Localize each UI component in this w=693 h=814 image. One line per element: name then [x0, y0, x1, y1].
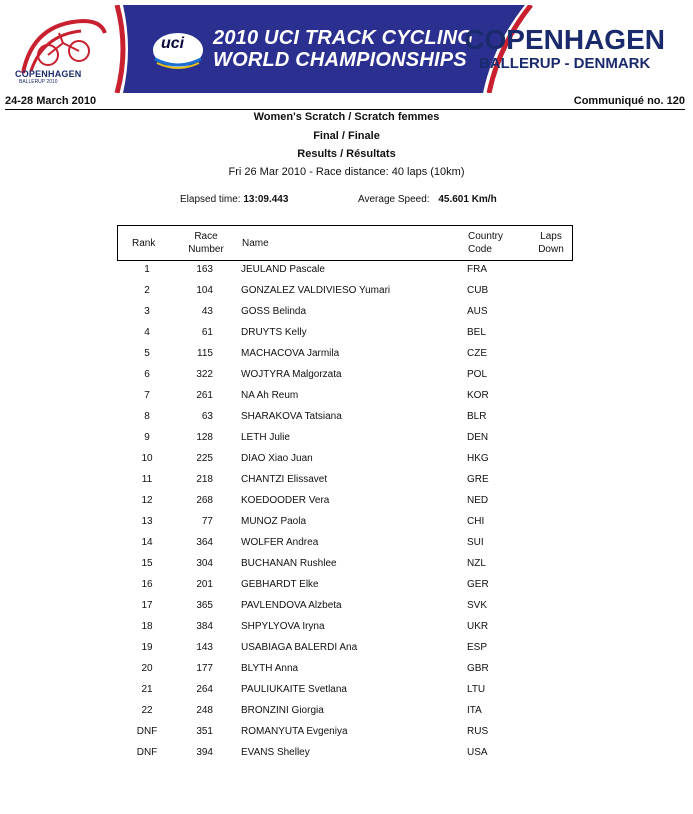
row-rider-name: WOJTYRA Malgorzata: [241, 369, 342, 380]
row-rider-name: NA Ah Reum: [241, 390, 299, 401]
row-country-code: SVK: [467, 600, 488, 611]
elapsed-time-value: 13:09.443: [243, 194, 289, 205]
average-speed: [358, 194, 497, 205]
event-title: Women's Scratch / Scratch femmes: [253, 111, 440, 123]
table-row: [117, 348, 573, 369]
average-speed-label: Average Speed:: [358, 194, 430, 205]
row-rank: 14: [141, 537, 153, 548]
row-rank: 16: [141, 579, 153, 590]
header-laps-line2: Down: [538, 244, 564, 255]
elapsed-time-label: Elapsed time:: [180, 194, 241, 205]
row-country-code: NED: [467, 495, 489, 506]
document-subheader: [5, 95, 685, 110]
row-rank: 2: [144, 285, 150, 296]
table-row: [117, 537, 573, 558]
header-race-number: [186, 230, 226, 256]
row-country-code: POL: [467, 369, 488, 380]
row-rank: 22: [141, 705, 153, 716]
row-rider-name: DIAO Xiao Juan: [241, 453, 313, 464]
row-rider-name: EVANS Shelley: [241, 747, 310, 758]
championship-title-line1: 2010 UCI TRACK CYCLING: [213, 27, 473, 49]
row-rider-name: PAULIUKAITE Svetlana: [241, 684, 347, 695]
header-country-code: [468, 230, 503, 256]
header-banner: [5, 5, 687, 93]
table-row: [117, 684, 573, 705]
row-rank: 6: [144, 369, 150, 380]
row-country-code: ESP: [467, 642, 488, 653]
row-rider-name: JEULAND Pascale: [241, 264, 325, 275]
average-speed-value: 45.601 Km/h: [438, 194, 497, 205]
row-race-number: 177: [196, 663, 213, 674]
row-rank: 12: [141, 495, 153, 506]
row-rank: 11: [141, 474, 153, 485]
row-rank: DNF: [136, 747, 158, 758]
row-country-code: GRE: [467, 474, 489, 485]
row-country-code: CZE: [467, 348, 487, 359]
row-race-number: 351: [196, 726, 213, 737]
table-row: [117, 453, 573, 474]
event-section: Results / Résultats: [297, 148, 396, 160]
row-race-number: 218: [196, 474, 213, 485]
row-rider-name: MUNOZ Paola: [241, 516, 307, 527]
row-race-number: 225: [196, 453, 213, 464]
venue-location: BALLERUP - DENMARK: [478, 55, 651, 72]
table-row: [117, 663, 573, 684]
event-info: Fri 26 Mar 2010 - Race distance: 40 laps (10km): [228, 166, 465, 178]
row-rank: 1: [144, 264, 150, 275]
row-rank: DNF: [136, 726, 158, 737]
row-country-code: RUS: [467, 726, 489, 737]
results-table-header: [117, 225, 573, 261]
row-country-code: FRA: [467, 264, 487, 275]
row-race-number: 304: [196, 558, 213, 569]
row-rank: 20: [141, 663, 153, 674]
row-race-number: 268: [196, 495, 213, 506]
row-rider-name: DRUYTS Kelly: [241, 327, 307, 338]
header-rank: Rank: [132, 238, 156, 249]
championship-title-line2: WORLD CHAMPIONSHIPS: [213, 49, 467, 71]
row-country-code: NZL: [467, 558, 486, 569]
row-rank: 10: [141, 453, 153, 464]
row-race-number: 384: [196, 621, 213, 632]
row-race-number: 128: [196, 432, 213, 443]
table-row: [117, 285, 573, 306]
row-rider-name: BRONZINI Giorgia: [241, 705, 324, 716]
row-rank: 17: [141, 600, 153, 611]
table-row: [117, 327, 573, 348]
row-rider-name: KOEDOODER Vera: [241, 495, 330, 506]
row-race-number: 201: [196, 579, 213, 590]
header-laps-line1: Laps: [540, 231, 562, 242]
row-race-number: 264: [196, 684, 213, 695]
row-rank: 8: [144, 411, 150, 422]
row-race-number: 43: [201, 306, 213, 317]
table-row: [117, 558, 573, 579]
row-country-code: BLR: [467, 411, 487, 422]
row-rider-name: MACHACOVA Jarmila: [241, 348, 340, 359]
row-rider-name: ROMANYUTA Evgeniya: [241, 726, 348, 737]
row-country-code: USA: [467, 747, 488, 758]
row-rider-name: LETH Julie: [241, 432, 290, 443]
row-race-number: 248: [196, 705, 213, 716]
row-rider-name: BUCHANAN Rushlee: [241, 558, 337, 569]
row-rider-name: USABIAGA BALERDI Ana: [241, 642, 358, 653]
row-country-code: AUS: [467, 306, 488, 317]
table-row: [117, 411, 573, 432]
venue-city: COPENHAGEN: [464, 24, 665, 55]
row-race-number: 63: [201, 411, 213, 422]
row-rank: 4: [144, 327, 150, 338]
table-row: [117, 747, 573, 768]
row-race-number: 104: [196, 285, 213, 296]
row-race-number: 77: [201, 516, 213, 527]
header-country-line2: Code: [468, 244, 492, 255]
row-country-code: UKR: [467, 621, 489, 632]
row-rank: 9: [144, 432, 150, 443]
row-race-number: 322: [196, 369, 213, 380]
row-rank: 21: [141, 684, 153, 695]
row-rider-name: GEBHARDT Elke: [241, 579, 319, 590]
row-race-number: 115: [197, 348, 213, 359]
row-rider-name: BLYTH Anna: [241, 663, 299, 674]
row-rank: 19: [141, 642, 153, 653]
table-row: [117, 390, 573, 411]
header-name: Name: [242, 238, 269, 249]
row-country-code: HKG: [467, 453, 489, 464]
table-row: [117, 474, 573, 495]
row-country-code: SUI: [467, 537, 484, 548]
header-country-line1: Country: [468, 231, 504, 242]
row-rank: 15: [141, 558, 153, 569]
uci-logo-text: uci: [161, 35, 185, 52]
row-rider-name: SHARAKOVA Tatsiana: [241, 411, 342, 422]
row-rider-name: GONZALEZ VALDIVIESO Yumari: [241, 285, 391, 296]
table-row: [117, 621, 573, 642]
table-row: [117, 264, 573, 285]
row-rider-name: CHANTZI Elissavet: [241, 474, 328, 485]
header-race-number-line2: Number: [188, 244, 224, 255]
row-country-code: DEN: [467, 432, 489, 443]
row-country-code: ITA: [467, 705, 482, 716]
elapsed-time: [180, 194, 288, 205]
header-laps-down: [536, 230, 566, 256]
row-rank: 7: [144, 390, 150, 401]
row-country-code: GBR: [467, 663, 489, 674]
row-rank: 13: [141, 516, 153, 527]
header-race-number-line1: Race: [194, 231, 218, 242]
communique-number: Communiqué no. 120: [573, 95, 685, 107]
row-country-code: CUB: [467, 285, 489, 296]
table-row: [117, 306, 573, 327]
row-country-code: CHI: [467, 516, 485, 527]
table-row: [117, 495, 573, 516]
row-race-number: 163: [196, 264, 213, 275]
championship-title: [213, 27, 473, 71]
row-rider-name: GOSS Belinda: [241, 306, 307, 317]
row-race-number: 61: [201, 327, 213, 338]
table-row: [117, 579, 573, 600]
table-row: [117, 600, 573, 621]
row-rider-name: WOLFER Andrea: [241, 537, 319, 548]
event-dates: 24-28 March 2010: [5, 95, 97, 107]
row-rider-name: SHPYLYOVA Iryna: [241, 621, 325, 632]
venue-title: [464, 25, 665, 73]
row-country-code: LTU: [467, 684, 486, 695]
row-race-number: 364: [196, 537, 213, 548]
table-row: [117, 516, 573, 537]
table-row: [117, 369, 573, 390]
event-round: Final / Finale: [313, 130, 380, 142]
row-race-number: 143: [196, 642, 213, 653]
row-rank: 18: [141, 621, 153, 632]
table-row: [117, 726, 573, 747]
table-row: [117, 642, 573, 663]
row-country-code: GER: [467, 579, 489, 590]
table-row: [117, 432, 573, 453]
row-country-code: KOR: [467, 390, 489, 401]
row-rank: 5: [144, 348, 150, 359]
table-row: [117, 705, 573, 726]
left-logo-text: COPENHAGEN: [15, 69, 82, 79]
row-rank: 3: [144, 306, 150, 317]
row-race-number: 394: [196, 747, 213, 758]
row-race-number: 261: [196, 390, 213, 401]
left-logo-subtext: BALLERUP 2010: [19, 79, 58, 85]
row-race-number: 365: [196, 600, 213, 611]
row-rider-name: PAVLENDOVA Alzbeta: [241, 600, 342, 611]
subheader-divider: [5, 109, 685, 110]
row-country-code: BEL: [467, 327, 486, 338]
